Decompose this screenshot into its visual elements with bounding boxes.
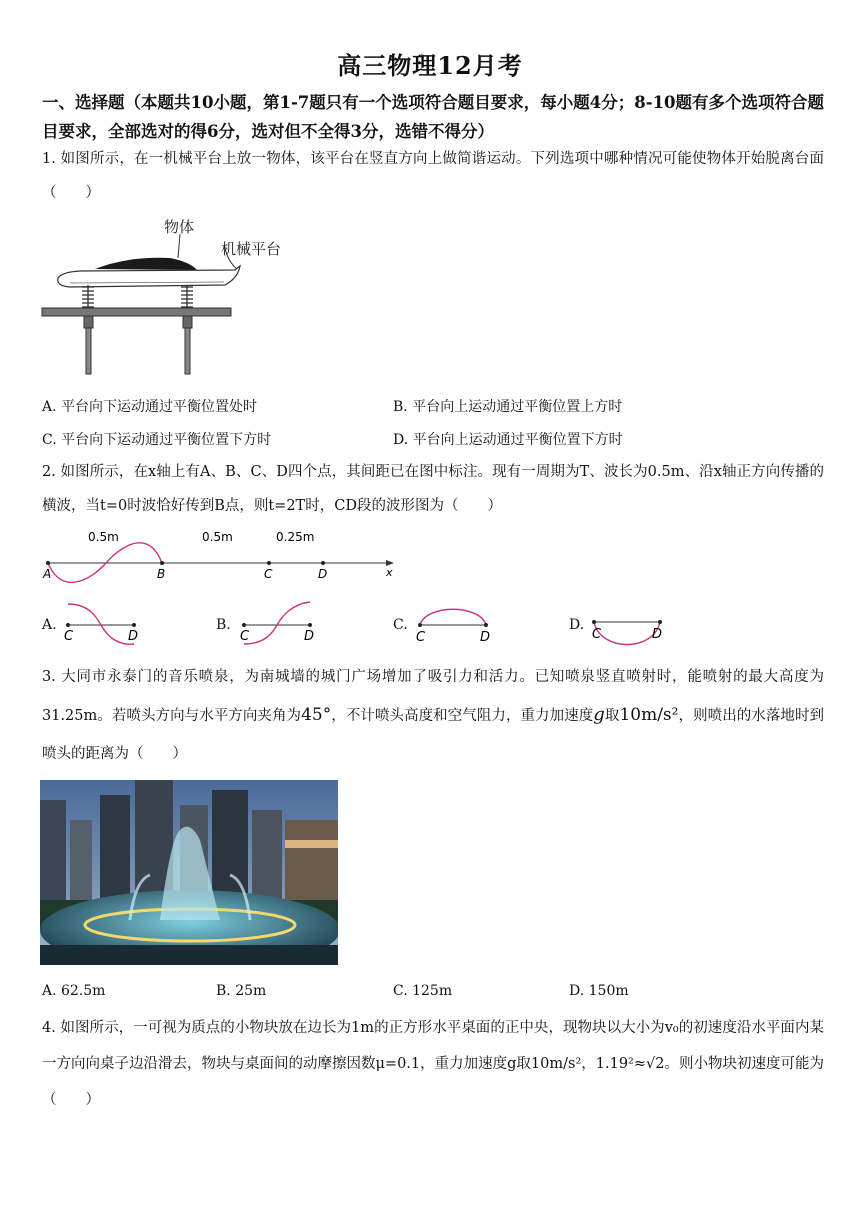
- q2-option-c-label: C.: [393, 617, 408, 633]
- support-bar: [42, 308, 231, 316]
- point-a: A: [43, 567, 52, 581]
- q3-option-a: A. 62.5m: [42, 983, 106, 999]
- object-shape: [95, 258, 197, 270]
- point-b: B: [157, 567, 166, 581]
- q1-option-b: B. 平台向上运动通过平衡位置上方时: [393, 399, 623, 415]
- q3-option-d: D. 150m: [569, 983, 629, 999]
- svg-text:D: D: [480, 630, 491, 645]
- point-d: D: [318, 567, 328, 581]
- q1-platform-figure: [40, 212, 300, 380]
- label-object: 物体: [164, 218, 195, 236]
- spring-right: [181, 285, 193, 309]
- fountain-photo: [40, 780, 338, 965]
- spring-left: [82, 285, 94, 309]
- svg-text:C: C: [416, 630, 426, 645]
- q3-option-c: C. 125m: [393, 983, 453, 999]
- svg-text:C: C: [64, 629, 74, 644]
- angle-value: 45°: [301, 705, 332, 725]
- q3-stem: 3. 大同市永泰门的音乐喷泉，为南城墙的城门广场增加了吸引力和活力。已知喷泉竖直喷射时，能喷射的最大高度为31.25m。若喷头方向与水平方向夹角为45°，不计喷头高度和空气阻力，重力加速度g取10m/s²，则喷出的水落地时到喷头的距离为（ ）: [42, 669, 825, 762]
- q2-option-a-label: A.: [42, 617, 57, 633]
- q1-option-d: D. 平台向上运动通过平衡位置下方时: [393, 432, 623, 448]
- label-platform: 机械平台: [221, 240, 282, 258]
- dist-cd: 0.25m: [276, 530, 315, 544]
- q2-option-d-graph: [586, 600, 676, 646]
- q2-option-a-graph: [60, 600, 150, 646]
- q1-option-c: C. 平台向下运动通过平衡位置下方时: [42, 432, 272, 448]
- q2-option-b-label: B.: [216, 617, 231, 633]
- svg-text:C: C: [240, 629, 250, 644]
- q2-option-c-graph: [412, 600, 502, 646]
- q1-stem: 1. 如图所示，在一机械平台上放一物体，该平台在竖直方向上做简谐运动。下列选项中哪种情况可能使物体开始脱离台面（ ）: [42, 151, 824, 201]
- q2-option-d-label: D.: [569, 617, 585, 633]
- q4-stem: 4. 如图所示，一可视为质点的小物块放在边长为1m的正方形水平桌面的正中央，现物块以大小为v₀的初速度沿水平面内某一方向向桌子边沿滑去，物块与桌面间的动摩擦因数μ=0.1，重力加速度g取10m/s²，1.19²≈√2。则小物块初速度可能为（ ）: [42, 1020, 824, 1108]
- q2-option-b-graph: [236, 600, 326, 646]
- svg-text:C: C: [592, 627, 602, 642]
- q2-axis-figure: [40, 527, 410, 585]
- page-title: 高三物理12月考: [337, 51, 523, 80]
- section-heading: 一、选择题（本题共10小题，第1-7题只有一个选项符合题目要求，每小题4分；8-10题有多个选项符合题目要求，全部选对的得6分，选对但不全得3分，选错不得分）: [42, 93, 825, 141]
- axis-x-label: x: [386, 566, 393, 579]
- q1-option-a: A. 平台向下运动通过平衡位置处时: [42, 399, 258, 415]
- q3-option-b: B. 25m: [216, 983, 267, 999]
- g-value: 10m/s²: [619, 705, 679, 725]
- svg-text:D: D: [304, 629, 315, 644]
- dist-ab: 0.5m: [88, 530, 119, 544]
- q2-stem: 2. 如图所示，在x轴上有A、B、C、D四个点，其间距已在图中标注。现有一周期为T、波长为0.5m、沿x轴正方向传播的横波，当t=0时波恰好传到B点，则t=2T时，CD段的波形图为（ ）: [42, 464, 824, 514]
- svg-text:D: D: [128, 629, 139, 644]
- point-c: C: [264, 567, 273, 581]
- svg-text:D: D: [652, 627, 663, 642]
- dist-bc: 0.5m: [202, 530, 233, 544]
